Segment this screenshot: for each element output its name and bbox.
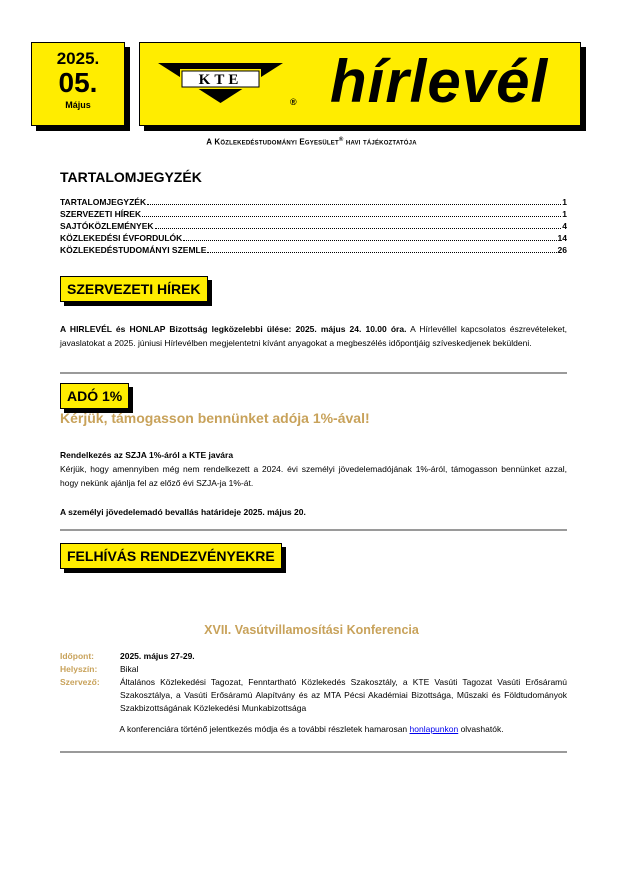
toc-entry-page: 4: [562, 221, 567, 231]
subtitle-registered: ®: [338, 137, 344, 143]
issue-month-number: 05.: [58, 67, 98, 98]
info-label: Időpont:: [60, 651, 94, 661]
toc-leader: [207, 252, 556, 253]
tax-slogan: Kérjük, támogasson bennünket adója 1%-ával!: [60, 410, 370, 426]
tax-deadline: A személyi jövedelemadó bevallás határideje 2025. május 20.: [60, 507, 306, 517]
issue-year: 2025.: [56, 49, 100, 68]
toc-entry-label: SAJTÓKÖZLEMÉNYEK: [60, 221, 154, 231]
info-row-date: [60, 650, 567, 663]
subtitle: [0, 137, 623, 147]
registered-mark: ®: [290, 97, 297, 107]
note-text-b: olvashatók.: [458, 724, 504, 734]
info-row-organizer: [60, 676, 567, 715]
info-value: Általános Közlekedési Tagozat, Fenntartható Közlekedés Szakosztály, a KTE Vasúti Tagozat Vasúti Erősáramú Szakosztálya, a Vasúti Erősáramú Alapítvány és az MTA Pécsi Akadémiai Bizottsága, Műszaki és Földtudományok Szakbizottságának Közlekedési Munkabizottsága: [120, 677, 567, 713]
toc-entry[interactable]: [60, 232, 567, 244]
toc-entry-label: SZERVEZETI HÍREK: [60, 209, 142, 219]
toc-leader: [183, 240, 556, 241]
section-heading-ado: ADÓ 1%: [60, 383, 129, 409]
info-value: 2025. május 27-29.: [120, 651, 195, 661]
toc-leader: [155, 228, 562, 229]
toc-entry-label: TARTALOMJEGYZÉK: [60, 197, 147, 207]
website-link[interactable]: honlapunkon: [409, 724, 459, 734]
section-divider: [60, 751, 567, 753]
issue-month-name: Május: [65, 100, 91, 110]
info-value: Bikal: [120, 664, 139, 674]
info-label: Helyszín:: [60, 664, 98, 674]
toc-entry-page: 1: [562, 197, 567, 207]
toc-leader: [147, 204, 561, 205]
toc-entry[interactable]: [60, 196, 567, 208]
toc-entry-label: KÖZLEKEDÉSI ÉVFORDULÓK: [60, 233, 183, 243]
meeting-details: A Hírlevéllel kapcsolatos észrevételeket, javaslatokat a 2025. júniusi Hírlevélben megjelentetni kívánt anyagokat a megbeszélés időpontjáig szíveskedjenek beküldeni.: [60, 324, 567, 348]
subtitle-part-a: A Közlekedéstudományi Egyesület: [206, 137, 339, 147]
toc-entry-label: KÖZLEKEDÉSTUDOMÁNYI SZEMLE: [60, 245, 207, 255]
tax-subheading: Rendelkezés az SZJA 1%-áról a KTE javára: [60, 450, 234, 460]
toc-entry-page: 14: [557, 233, 567, 243]
date-box: [31, 42, 125, 126]
conference-title: XVII. Vasútvillamosítási Konferencia: [204, 623, 419, 637]
conference-info: [60, 650, 567, 715]
registration-note: [0, 724, 623, 734]
title-box: [139, 42, 581, 126]
toc-leader: [142, 216, 561, 217]
tax-body: Kérjük, hogy amennyiben még nem rendelkezett a 2024. évi személyi jövedelemadójának 1%-áról, támogasson bennünket azzal, hogy nekünk ajánlja fel az előző évi SZJA-ja 1%-át.: [60, 464, 567, 488]
logo-text: KTE: [198, 72, 243, 88]
section-heading-szervezeti: SZERVEZETI HÍREK: [60, 276, 208, 302]
note-text-a: A konferenciára történő jelentkezés módja és a további részletek hamarosan: [119, 724, 410, 734]
toc-entry[interactable]: [60, 220, 567, 232]
kte-logo: [158, 63, 283, 103]
section-divider: [60, 372, 567, 374]
info-label: Szervező:: [60, 677, 100, 687]
toc-entry-page: 26: [557, 245, 567, 255]
newsletter-title: hírlevél: [330, 48, 549, 115]
section-heading-felhivas: FELHÍVÁS RENDEZVÉNYEKRE: [60, 543, 282, 569]
table-of-contents: [60, 196, 567, 256]
toc-entry-page: 1: [562, 209, 567, 219]
meeting-announcement: A HIRLEVÉL és HONLAP Bizottság legközelebbi ülése: 2025. május 24. 10.00 óra.: [60, 324, 407, 334]
toc-title: TARTALOMJEGYZÉK: [60, 169, 202, 185]
toc-entry[interactable]: [60, 244, 567, 256]
subtitle-part-b: havi tájékoztatója: [343, 137, 417, 147]
toc-entry[interactable]: [60, 208, 567, 220]
committee-meeting-paragraph: [60, 322, 567, 350]
info-row-location: [60, 663, 567, 676]
section-divider: [60, 529, 567, 531]
